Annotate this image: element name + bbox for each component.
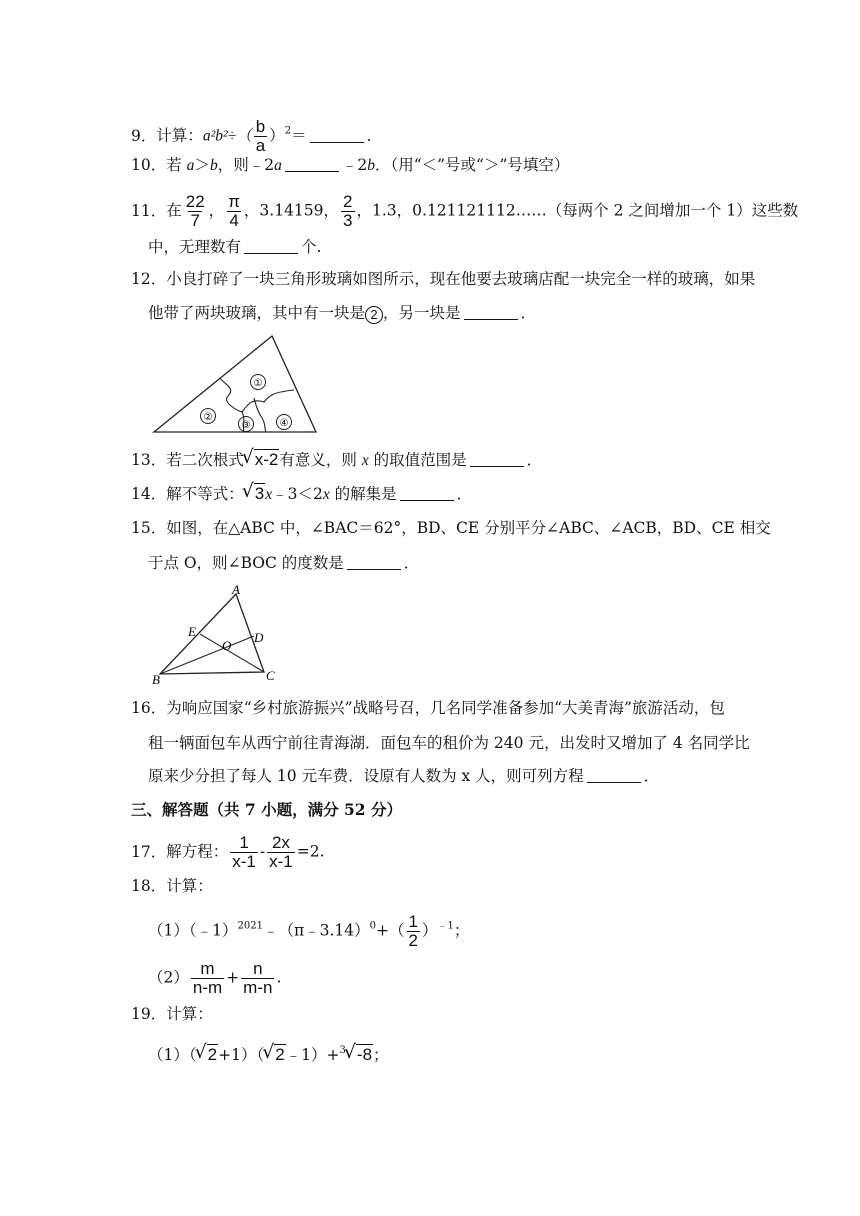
question-17: 17．解方程： $\frac{1}{x-1}$ - $\frac{2x}{x-1}$ =2. — [131, 833, 325, 871]
question-18-part-2: （2） $\frac{m}{n-m}$ + $\frac{n}{m-n}$ . — [148, 959, 282, 997]
fraction-22-7: $\frac{22}{7}$ — [185, 192, 205, 230]
vertex-a-label: A — [232, 582, 240, 597]
sqrt-2-a: √ 2 — [197, 1044, 218, 1066]
question-11-line-2: 中，无理数有 个. — [148, 238, 322, 256]
answer-blank — [285, 157, 339, 172]
question-14: 14．解不等式：√ 3x﹣3＜2x 的解集是 ． — [131, 483, 472, 506]
fraction-pi-4: $\frac{\pi}{4}$ — [228, 192, 240, 230]
question-16-line-2: 租一辆面包车从西宁前往青海湖．面包车的租价为 240 元，出发时又增加了 4 名同学比 — [148, 734, 750, 752]
answer-blank — [347, 555, 401, 570]
question-12-line-2: 他带了两块玻璃，其中有一块是 2 ，另一块是 ． — [148, 304, 537, 322]
fraction-b-over-a: $\frac{b}{a}$ — [255, 117, 266, 155]
question-16-line-3: 原来少分担了每人 10 元车费．设原有人数为 x 人，则可列方程 ． — [148, 767, 660, 785]
answer-blank — [400, 486, 454, 501]
point-o-label: O — [222, 638, 232, 653]
question-16: 16．为响应国家“乡村旅游振兴”战略号召，几名同学准备参加“大美青海”旅游活动，包 — [131, 699, 725, 717]
section-3-heading: 三、解答题（共 7 小题，满分 52 分） — [131, 800, 402, 819]
cube-root-neg-8: √ -8 — [346, 1044, 373, 1066]
question-18: 18．计算： — [131, 877, 213, 895]
piece-2-label: ② — [203, 412, 213, 423]
fraction-1-2: $\frac{1}{2}$ — [408, 912, 418, 950]
vertex-c-label: C — [266, 668, 275, 683]
fraction-m-over-n-m: $\frac{m}{n-m}$ — [192, 959, 223, 997]
answer-blank — [464, 305, 518, 320]
fraction-2x-over-x-1: $\frac{2x}{x-1}$ — [269, 833, 293, 871]
answer-blank — [587, 768, 641, 783]
question-12: 12．小良打碎了一块三角形玻璃如图所示，现在他要去玻璃店配一块完全一样的玻璃，如果 — [131, 270, 756, 288]
question-15: 15．如图，在△ABC 中，∠BAC＝62°，BD、CE 分别平分∠ABC、∠ACB，BD、CE 相交 — [131, 519, 771, 537]
question-18-part-1: （1）（﹣1）$^{2021}$﹣（π﹣3.14）$^0$+（ $\frac{1}{2}$ ）$^{﹣1}$； — [148, 912, 470, 950]
fraction-n-over-m-n: $\frac{n}{m-n}$ — [243, 959, 273, 997]
question-11: 11．在 $\frac{22}{7}$ ， $\frac{\pi}{4}$ ，3.14159， $\frac{2}{3}$ ，1.3，0.121121112……（每两个 2 之间增加一个 1）这些数 — [131, 192, 799, 230]
sqrt-x-minus-2: √ x-2 — [244, 449, 280, 471]
circled-2: 2 — [365, 306, 383, 324]
piece-3-label: ③ — [241, 420, 251, 431]
point-e-label: E — [188, 624, 196, 639]
sqrt-2-b: √ 2 — [264, 1044, 285, 1066]
answer-blank — [470, 452, 524, 467]
question-15-line-2: 于点 O，则∠BOC 的度数是 ． — [148, 554, 420, 572]
fraction-1-over-x-1: $\frac{1}{x-1}$ — [232, 833, 256, 871]
answer-blank — [310, 128, 364, 143]
vertex-b-label: B — [152, 672, 160, 687]
point-d-label: D — [254, 630, 264, 645]
fraction-2-3: $\frac{2}{3}$ — [343, 192, 353, 230]
piece-1-label: ① — [253, 378, 263, 389]
piece-4-label: ④ — [279, 418, 289, 429]
question-10: 10．若 a＞b，则﹣2a ﹣2b．（用“＜”号或“＞”号填空） — [131, 156, 570, 174]
triangle-abc-figure — [148, 580, 288, 688]
question-13: 13．若二次根式√ x-2有意义，则 x 的取值范围是 ． — [131, 449, 542, 472]
broken-glass-figure — [150, 332, 320, 442]
answer-blank — [244, 239, 298, 254]
question-9: 9．计算：a²b²÷（ $\frac{b}{a}$ ）$^2$＝ ． — [131, 117, 383, 155]
sqrt-3: √ 3 — [244, 483, 265, 505]
question-19: 19．计算： — [131, 1005, 213, 1023]
question-19-part-1: （1）（√ 2+1）（√ 2﹣1）+$^3$√ -8； — [148, 1040, 389, 1066]
